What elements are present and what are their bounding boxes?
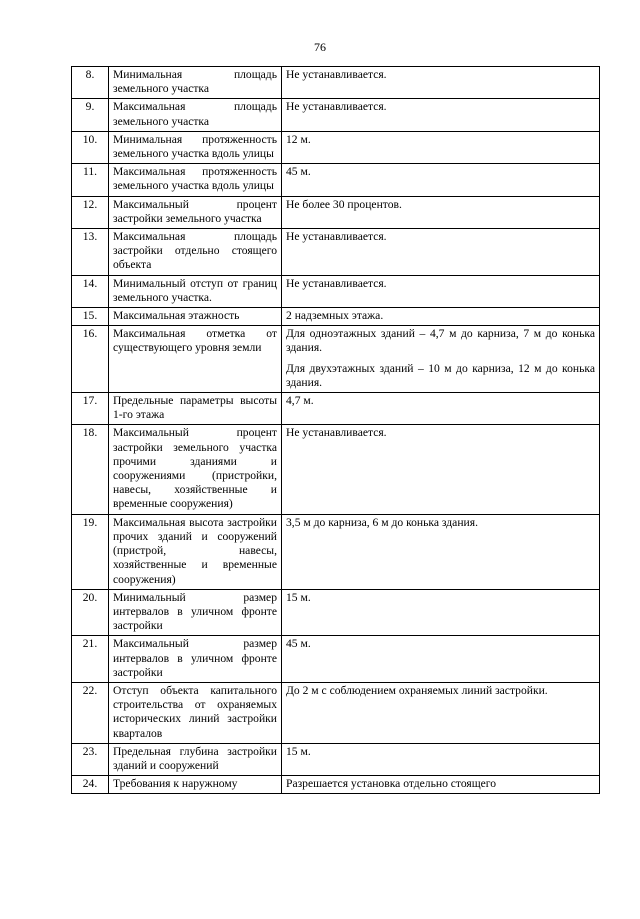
table-body (72, 67, 600, 794)
row-number: 17. (72, 393, 109, 425)
parameter-name: Максимальная протяженность земельного участка вдоль улицы (109, 164, 282, 196)
table-row (72, 682, 600, 743)
page-number: 76 (314, 40, 326, 54)
row-number: 14. (72, 275, 109, 307)
parameter-value-cell (282, 131, 600, 163)
parameter-name: Предельные параметры высоты 1-го этажа (109, 393, 282, 425)
row-number: 24. (72, 776, 109, 794)
table-row (72, 743, 600, 775)
parameter-value: Не более 30 процентов. (286, 197, 402, 211)
row-number: 18. (72, 425, 109, 514)
row-number: 22. (72, 682, 109, 743)
regulations-table (71, 66, 600, 794)
parameter-value: 45 м. (286, 637, 311, 651)
table-row (72, 67, 600, 99)
table-row (72, 131, 600, 163)
parameter-value: 3,5 м до карниза, 6 м до конька здания. (286, 515, 478, 529)
row-number: 23. (72, 743, 109, 775)
parameter-name: Максимальная отметка от существующего уровня земли (109, 326, 282, 393)
parameter-value-cell (282, 776, 600, 794)
table-row (72, 425, 600, 514)
parameter-name: Минимальная протяженность земельного участка вдоль улицы (109, 131, 282, 163)
table-row (72, 196, 600, 228)
row-number: 12. (72, 196, 109, 228)
parameter-name: Минимальный отступ от границ земельного участка. (109, 275, 282, 307)
parameter-name: Максимальный процент застройки земельного участка прочими зданиями и сооружениями (пристройки, навесы, хозяйственные и временные сооружения) (109, 425, 282, 514)
parameter-value-cell (282, 743, 600, 775)
row-number: 8. (72, 67, 109, 99)
parameter-value: Не устанавливается. (286, 100, 387, 114)
table-row (72, 164, 600, 196)
parameter-value-cell (282, 308, 600, 326)
table-row (72, 326, 600, 393)
parameter-value-cell (282, 275, 600, 307)
parameter-name: Максимальный процент застройки земельного участка (109, 196, 282, 228)
parameter-value: Для одноэтажных зданий – 4,7 м до карниза, 7 м до конька здания. (286, 327, 595, 355)
row-number: 10. (72, 131, 109, 163)
parameter-value-cell (282, 229, 600, 276)
parameter-value: Не устанавливается. (286, 68, 387, 81)
table-row (72, 229, 600, 276)
parameter-value: Не устанавливается. (286, 426, 387, 440)
parameter-value: Разрешается установка отдельно стоящего (286, 777, 497, 791)
parameter-value-cell (282, 636, 600, 683)
table-row (72, 589, 600, 636)
parameter-value-cell (282, 425, 600, 514)
parameter-value: 15 м. (286, 590, 311, 604)
parameter-name: Максимальный размер интервалов в уличном фронте застройки (109, 636, 282, 683)
row-number: 19. (72, 514, 109, 589)
row-number: 13. (72, 229, 109, 276)
table-row (72, 636, 600, 683)
table-row (72, 514, 600, 589)
parameter-name: Предельная глубина застройки зданий и сооружений (109, 743, 282, 775)
parameter-name: Максимальная высота застройки прочих зданий и сооружений (пристрой, навесы, хозяйственные и временные сооружения) (109, 514, 282, 589)
row-number: 20. (72, 589, 109, 636)
parameter-value-cell (282, 514, 600, 589)
parameter-value-cell (282, 196, 600, 228)
parameter-value-cell (282, 682, 600, 743)
table-row (72, 99, 600, 131)
row-number: 16. (72, 326, 109, 393)
parameter-name: Минимальный размер интервалов в уличном фронте застройки (109, 589, 282, 636)
parameter-name: Отступ объекта капитального строительства от охраняемых исторических линий застройки кварталов (109, 682, 282, 743)
row-number: 11. (72, 164, 109, 196)
parameter-value-cell (282, 393, 600, 425)
parameter-value-cell (282, 164, 600, 196)
parameter-value-cell (282, 326, 600, 393)
parameter-value-cell (282, 589, 600, 636)
parameter-name: Максимальная площадь земельного участка (109, 99, 282, 131)
parameter-value-cell (282, 67, 600, 99)
parameter-value: 45 м. (286, 165, 311, 179)
parameter-value: 4,7 м. (286, 394, 314, 408)
parameter-value: 12 м. (286, 132, 311, 146)
parameter-name: Требования к наружному (109, 776, 282, 794)
parameter-value: Не устанавливается. (286, 230, 387, 244)
row-number: 9. (72, 99, 109, 131)
table-row (72, 393, 600, 425)
parameter-name: Минимальная площадь земельного участка (109, 67, 282, 99)
row-number: 15. (72, 308, 109, 326)
table-row (72, 776, 600, 794)
parameter-value: 2 надземных этажа. (286, 309, 384, 323)
parameter-value: Не устанавливается. (286, 276, 387, 290)
table-row (72, 275, 600, 307)
parameter-name: Максимальная площадь застройки отдельно стоящего объекта (109, 229, 282, 276)
parameter-value: До 2 м с соблюдением охраняемых линий застройки. (286, 683, 548, 697)
parameter-value-cell (282, 99, 600, 131)
table-row (72, 308, 600, 326)
parameter-value: Для двухэтажных зданий – 10 м до карниза, 12 м до конька здания. (286, 361, 595, 389)
row-number: 21. (72, 636, 109, 683)
parameter-value: 15 м. (286, 744, 311, 758)
parameter-name: Максимальная этажность (109, 308, 282, 326)
